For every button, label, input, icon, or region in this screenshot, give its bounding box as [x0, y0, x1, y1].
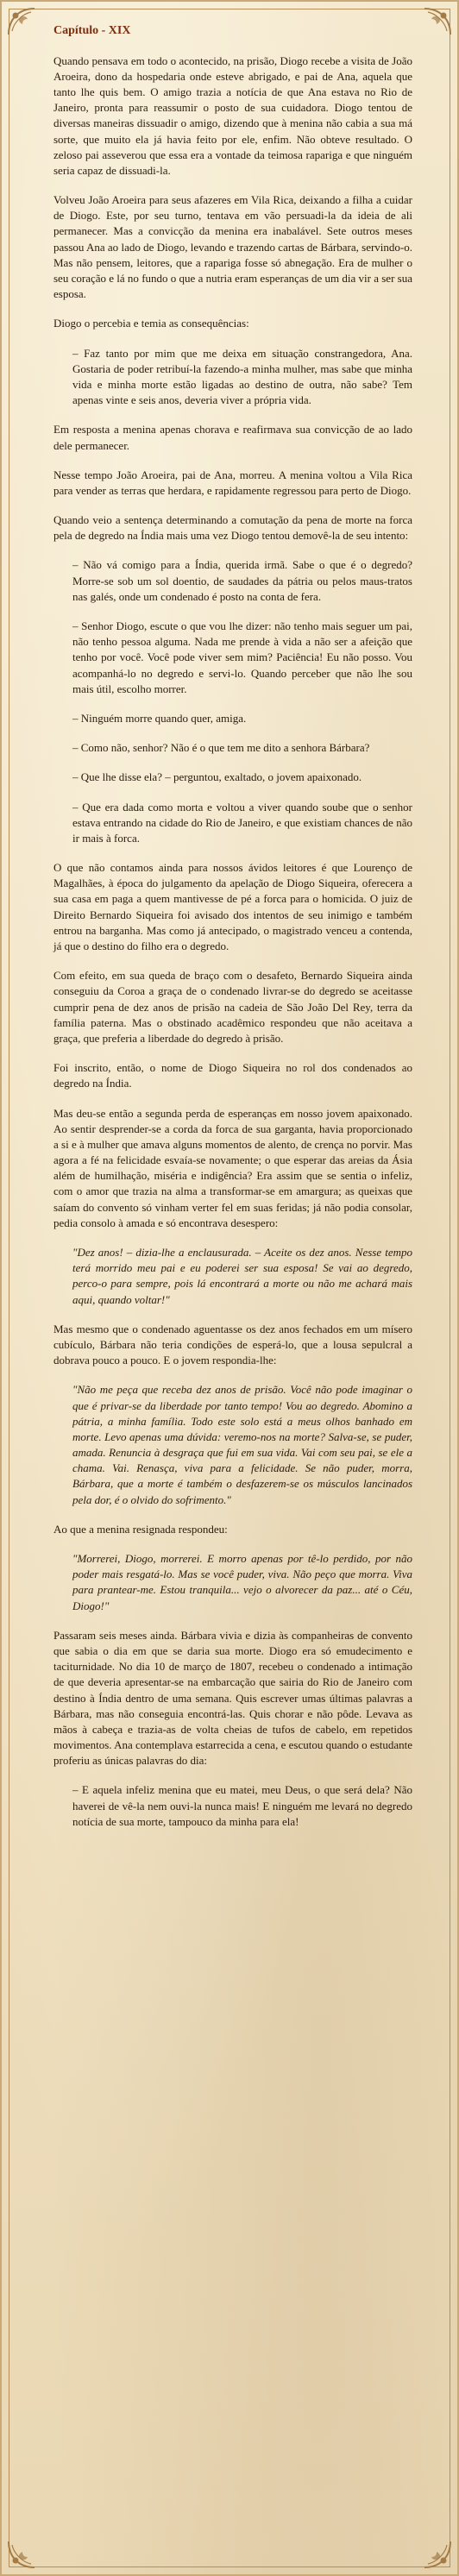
- body-paragraph: Em resposta a menina apenas chorava e reafirmava sua convicção de ao lado dele permanecer.: [53, 423, 412, 452]
- corner-ornament-icon: [423, 2540, 452, 2569]
- chapter-title: Capítulo - XIX: [53, 24, 131, 37]
- body-paragraph: Mas mesmo que o condenado aguentasse os dez anos fechados em um mísero cubículo, Bárbara não teria condições de esperá-lo, que a lousa sepulcral a dobrava pouco a pouco. E o jovem respondia-lhe:: [53, 1322, 412, 1367]
- chapter-content: [53, 22, 412, 1844]
- body-paragraph: Passaram seis meses ainda. Bárbara vivia e dizia às companheiras de convento que sabia o dia em que se daria sua morte. Diogo era só emudecimento e taciturnidade. No dia 10 de março de 1807, recebeu o condenado a intimação de que deveria apresentar-se na embarcação que sairia do Rio de Janeiro com destino à Índia dentro de uma semana. Quis escrever umas últimas palavras a Bárbara, mas não conseguia encontrá-las. Quis chorar e não pôde. Levava as mãos à cabeça e trazia-as de volta cheias de tufos de cabelo, em repetidos movimentos. Ana contemplava estarrecida a cena, e escutou quando o estudante proferiu as únicas palavras do dia:: [53, 1628, 412, 1768]
- paragraph-list: [53, 53, 412, 1830]
- letter-quote-paragraph: "Dez anos! – dizia-lhe a enclausurada. – Aceite os dez anos. Nesse tempo terá morrido meu pai e eu poderei ser sua esposa! Se vai ao degredo, perco-o para sempre, pois lá encontrará a morte ou não me achará mais aqui, quando voltar!": [72, 1246, 412, 1306]
- body-paragraph: Quando pensava em todo o acontecido, na prisão, Diogo recebe a visita de João Aroeira, dono da hospedaria onde esteve abrigado, e pai de Ana, aquela que tanto lhe quis bem. O amigo trazia a notícia de que Ana estava no Rio de Janeiro, pronta para reassumir o posto de sua cuidadora. Diogo tentou de diversas maneiras dissuadir o amigo, dizendo que à menina não cabia a sua má sorte, que muito ela já havia feito por ele, enfim. Não obteve resultado. O zeloso pai asseverou que essa era a vontade da teimosa rapariga e que ninguém seria capaz de dissuadi-la.: [53, 53, 412, 177]
- body-paragraph: Diogo o percebia e temia as consequências:: [53, 317, 249, 330]
- body-paragraph: Volveu João Aroeira para seus afazeres em Vila Rica, deixando a filha a cuidar de Diogo. Este, por seu turno, tentava em vão persuadi-la da ideia de ali permanecer. Mas a convicção da menina era inabalável. Sete outros meses passou Ana ao lado de Diogo, levando e trazendo cartas de Bárbara, servindo-o. Mas não pensem, leitores, que a rapariga fosse só abnegação. Era de mulher o seu coração e lá no fundo o que a nutria eram esperanças de um dia vir a ser sua esposa.: [53, 193, 412, 301]
- dialog-paragraph: – Não vá comigo para a Índia, querida irmã. Sabe o que é o degredo? Morre-se sob um sol doentio, de saudades da pátria ou pelos maus-tratos nas galés, onde um condenado é posto na conta de fera.: [72, 558, 412, 603]
- dialog-paragraph: – Senhor Diogo, escute o que vou lhe dizer: não tenho mais seguer um pai, não tenho pessoa alguma. Nada me prende à vida a não ser a afeição que tenho por você. Você pode viver sem mim? Paciência! Eu não posso. Vou acompanhá-lo no degredo e servi-lo. Quando perceber que não lhe sou mais útil, escolho morrer.: [72, 619, 412, 695]
- dialog-paragraph: – Que lhe disse ela? – perguntou, exaltado, o jovem apaixonado.: [72, 770, 362, 784]
- letter-quote-paragraph: "Não me peça que receba dez anos de prisão. Você não pode imaginar o que é privar-se da liberdade por tanto tempo! Vou ao degredo. Abomino a pátria, a minha família. Todo este solo está a meus olhos banhado em morte. Levo apenas uma dúvida: veremo-nos na morte? Salva-se, se puder, amada. Renuncia à desgraça que fui em sua vida. Vai com seu pai, se ele a chama. Vai. Renasça, viva para a felicidade. Se não puder, morra, Bárbara, que a morte é também o desfazerem-se os músculos lancinados pela dor, é o olvido do sofrimento.": [72, 1383, 412, 1506]
- dialog-paragraph: – E aquela infeliz menina que eu matei, meu Deus, o que será dela? Não haverei de vê-la nem ouvi-la nunca mais! E ninguém me levará no degredo notícia de sua morte, tampouco da minha para ela!: [72, 1783, 412, 1828]
- letter-quote-paragraph: "Morrerei, Diogo, morrerei. E morro apenas por tê-lo perdido, por não poder mais resgatá-lo. Mas se você puder, viva. Não peço que morra. Viva para prantear-me. Estou tranquila... vejo o alvorecer da paz... até o Céu, Diogo!": [72, 1552, 412, 1612]
- dialog-paragraph: – Como não, senhor? Não é o que tem me dito a senhora Bárbara?: [72, 741, 370, 755]
- corner-ornament-icon: [7, 2540, 36, 2569]
- corner-ornament-icon: [7, 7, 36, 36]
- body-paragraph: Nesse tempo João Aroeira, pai de Ana, morreu. A menina voltou a Vila Rica para vender as terras que herdara, e rapidamente regressou para perto de Diogo.: [53, 468, 412, 497]
- body-paragraph: O que não contamos ainda para nossos ávidos leitores é que Lourenço de Magalhães, à época do julgamento da apelação de Diogo Siqueira, oferecera a sua casa em paga a quem mantivesse de pé a forca para o homicida. O juiz de Direito Bernardo Siqueira foi avisado dos intentos de seu inimigo e também entrou na barganha. Mas como já antecipado, o magistrado venceu a contenda, já que o destino do filho era o degredo.: [53, 861, 412, 953]
- body-paragraph: Mas deu-se então a segunda perda de esperanças em nosso jovem apaixonado. Ao sentir desprender-se a corda da forca de sua garganta, havia proporcionado a si e à mulher que amava alguns momentos de alento, de crença no porvir. Mas agora a fé na felicidade esvaía-se novamente; o que esperar das areias da Ásia além de humilhação, miséria e indigência? Era assim que se sentia o infeliz, com o amor que trazia na alma a transformar-se em amargura; as queixas que saíam do convento só vinham verter fel em suas feridas; já não podia consolar, pedia consolo à amada e só encontrava desespero:: [53, 1106, 412, 1229]
- dialog-paragraph: – Faz tanto por mim que me deixa em situação constrangedora, Ana. Gostaria de poder retribuí-la fazendo-a minha mulher, mas sabe que minha vida e minha morte estão ligadas ao destino de outra, não sabe? Tem apenas vinte e seis anos, deveria viver a própria vida.: [72, 346, 412, 407]
- body-paragraph: Quando veio a sentença determinando a comutação da pena de morte na forca pela de degredo na Índia mais uma vez Diogo tentou demovê-la de seu intento:: [53, 513, 412, 543]
- dialog-paragraph: – Ninguém morre quando quer, amiga.: [72, 711, 247, 725]
- body-paragraph: Com efeito, em sua queda de braço com o desafeto, Bernardo Siqueira ainda conseguiu da Coroa a graça de o condenado livrar-se do degredo se aceitasse cumprir pena de dez anos de prisão na cadeia de São João Del Rey, terra da família paterna. Mas o obstinado acadêmico respondeu que não aceitava a graça, que preferia a liberdade do degredo à prisão.: [53, 969, 412, 1045]
- dialog-paragraph: – Que era dada como morta e voltou a viver quando soube que o senhor estava entrando na cidade do Rio de Janeiro, e que existiam chances de não ir mais à forca.: [72, 800, 412, 845]
- body-paragraph: Ao que a menina resignada respondeu:: [53, 1522, 228, 1536]
- body-paragraph: Foi inscrito, então, o nome de Diogo Siqueira no rol dos condenados ao degredo na Índia.: [53, 1061, 412, 1090]
- corner-ornament-icon: [423, 7, 452, 36]
